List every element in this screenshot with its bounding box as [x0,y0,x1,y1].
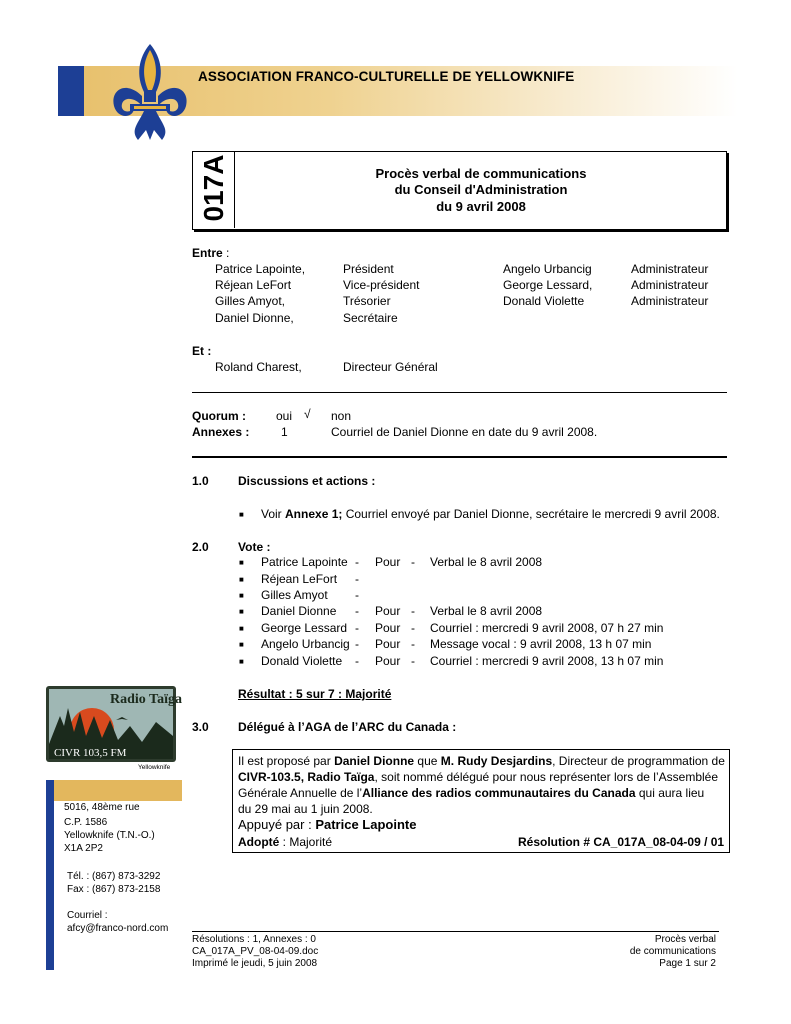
vote-name: Angelo Urbancig [261,637,350,651]
quorum-check: √ [304,407,311,421]
vote-name: Gilles Amyot [261,588,328,602]
bullet-icon: ■ [239,591,244,600]
attendee-name: Gilles Amyot, [215,294,286,308]
section-title: Discussions et actions : [238,474,376,488]
attendee-role: Vice-président [343,278,420,292]
vote-name: Réjean LeFort [261,572,338,586]
section-title: Délégué à l’AGA de l’ARC du Canada : [238,720,457,734]
attendee-name: Donald Violette [503,294,585,308]
vote-dash: - [355,637,359,651]
email-label: Courriel : [67,910,108,921]
quorum-label: Quorum : [192,409,246,423]
attendee-name: Patrice Lapointe, [215,262,306,276]
fleur-de-lis-logo [108,40,192,148]
section-number: 3.0 [192,720,209,734]
vote-value: Pour [375,555,401,569]
attendee-role: Président [343,262,394,276]
footer-left-line: Imprimé le jeudi, 5 juin 2008 [192,958,318,969]
radio-frequency: CIVR 103,5 FM [54,747,127,759]
vote-result: Résultat : 5 sur 7 : Majorité [238,687,392,701]
bullet-icon: ■ [239,558,244,567]
vote-detail: Verbal le 8 avril 2008 [430,604,543,618]
et-label: Et : [192,344,212,358]
bullet-icon: ■ [239,640,244,649]
attendee-role: Secrétaire [343,311,398,325]
footer-divider [192,931,719,932]
attendee-role: Administrateur [631,294,709,308]
page-number: Page 1 sur 2 [659,958,716,969]
attendee-name: Réjean LeFort [215,278,292,292]
vote-dash: - [411,654,415,668]
proposal-line-1: Il est proposé par Daniel Dionne que M. Rudy Desjardins, Directeur de programmation de [238,754,725,768]
attendee-name: Angelo Urbancig [503,262,592,276]
adopte: Adopté : Majorité [238,835,333,849]
radio-city: Yellowknife [138,764,171,771]
section-number: 1.0 [192,474,209,488]
vote-name: George Lessard [261,621,348,635]
email-link[interactable]: afcy@franco-nord.com [67,923,169,934]
vote-value: Pour [375,604,401,618]
title-line-3: du 9 avril 2008 [436,199,526,214]
vote-dash: - [355,604,359,618]
header-blue-stripe [58,66,84,116]
attendee-name: George Lessard, [503,278,593,292]
vote-dash: - [355,572,359,586]
document-code: 017A [198,154,229,222]
vote-name: Daniel Dionne [261,604,337,618]
vote-detail: Verbal le 8 avril 2008 [430,555,543,569]
title-line-1: Procès verbal de communications [375,166,587,181]
vote-dash: - [411,637,415,651]
proposal-line-4: du 29 mai au 1 juin 2008. [238,802,373,816]
entre-label: Entre : [192,246,230,260]
annexes-count: 1 [281,425,288,439]
et-name: Roland Charest, [215,360,302,374]
bullet-icon: ■ [239,607,244,616]
annexes-description: Courriel de Daniel Dionne en date du 9 avril 2008. [331,425,598,439]
vote-dash: - [355,555,359,569]
attendee-role: Trésorier [343,294,391,308]
vote-dash: - [411,604,415,618]
vote-dash: - [411,621,415,635]
appuye-par: Appuyé par : Patrice Lapointe [238,817,417,832]
vote-value: Pour [375,637,401,651]
radio-name: Radio Taïga [110,692,182,707]
vote-name: Donald Violette [261,654,343,668]
annexes-label: Annexes : [192,425,250,439]
fax: Fax : (867) 873-2158 [67,884,161,895]
vote-dash: - [355,621,359,635]
vote-detail: Message vocal : 9 avril 2008, 13 h 07 min [430,637,652,651]
proposal-line-3: Générale Annuelle de l’Alliance des radios communautaires du Canada qui aura lieu [238,786,705,800]
title-line-2: du Conseil d'Administration [394,182,568,197]
vote-detail: Courriel : mercredi 9 avril 2008, 07 h 27 min [430,621,664,635]
sidebar-blue-stripe [46,780,54,970]
annexe-bullet: Voir Annexe 1; Courriel envoyé par Daniel Dionne, secrétaire le mercredi 9 avril 2008. [261,507,720,521]
vote-dash: - [355,654,359,668]
divider [192,456,727,458]
attendee-name: Daniel Dionne, [215,311,294,325]
organization-name: ASSOCIATION FRANCO-CULTURELLE DE YELLOWKNIFE [198,69,575,84]
footer-right-line: Procès verbal [654,934,716,945]
vote-dash: - [355,588,359,602]
address-line: X1A 2P2 [64,843,103,854]
section-title: Vote : [238,540,271,554]
bullet-icon: ■ [239,575,244,584]
vote-value: Pour [375,621,401,635]
footer-left-line: CA_017A_PV_08-04-09.doc [192,946,319,957]
bullet-icon: ■ [239,510,244,519]
phone: Tél. : (867) 873-3292 [67,871,161,882]
radio-taiga-logo [46,686,182,772]
resolution-number: Résolution # CA_017A_08-04-09 / 01 [518,835,725,849]
vote-value: Pour [375,654,401,668]
section-number: 2.0 [192,540,209,554]
attendee-role: Administrateur [631,278,709,292]
vote-detail: Courriel : mercredi 9 avril 2008, 13 h 07 min [430,654,664,668]
et-role: Directeur Général [343,360,438,374]
quorum-oui: oui [276,409,293,423]
footer-left-line: Résolutions : 1, Annexes : 0 [192,934,316,945]
address-line: 5016, 48ème rue [64,802,140,813]
divider [192,392,727,393]
bullet-icon: ■ [239,624,244,633]
vote-dash: - [411,555,415,569]
bullet-icon: ■ [239,657,244,666]
address-line: Yellowknife (T.N.-O.) [64,830,155,841]
vote-name: Patrice Lapointe [261,555,348,569]
attendee-role: Administrateur [631,262,709,276]
address-line: C.P. 1586 [64,817,108,828]
proposal-line-2: CIVR-103.5, Radio Taïga, soit nommé délégué pour nous représenter lors de l’Assemblée [238,770,719,784]
footer-right-line: de communications [629,946,716,957]
sidebar-gold-band [54,780,182,801]
title-box-divider [234,151,235,228]
quorum-non: non [331,409,352,423]
